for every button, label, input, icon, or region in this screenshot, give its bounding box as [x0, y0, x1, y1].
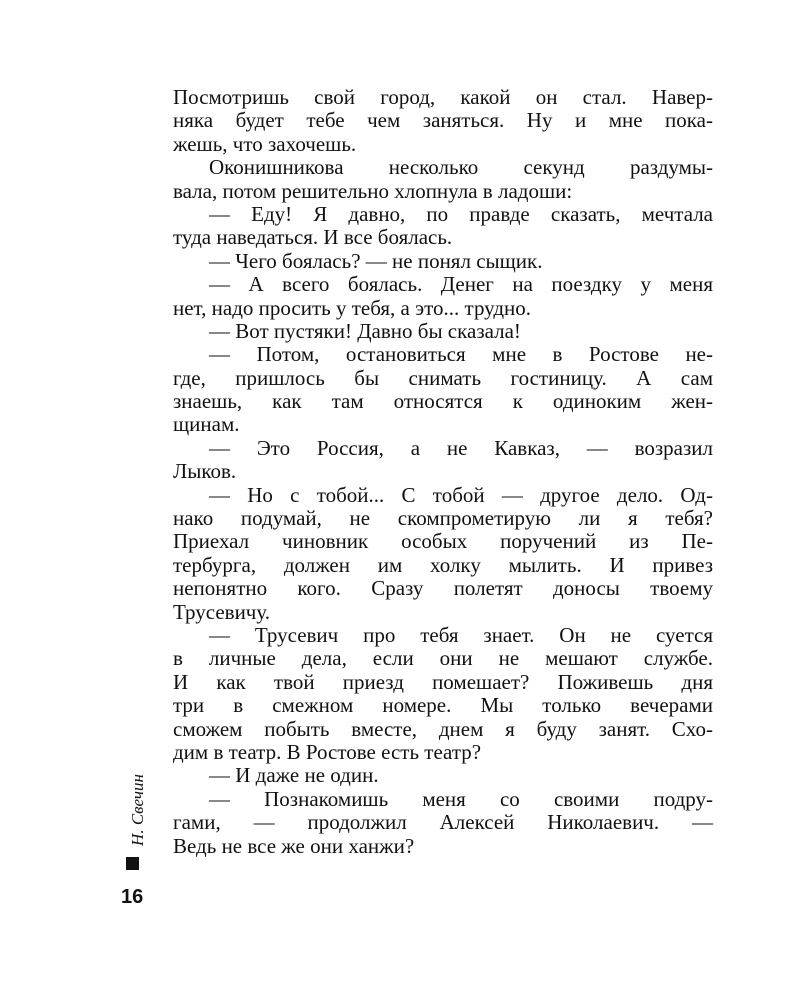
text-line: — Это Россия, а не Кавказ, — возразил [209, 435, 713, 460]
text-line: И как твой приезд помешает? Поживешь дня [173, 669, 713, 694]
text-line: три в смежном номере. Мы только вечерами [173, 693, 713, 718]
text-line: туда наведаться. И все боялась. [173, 225, 453, 250]
text-line: непонятно кого. Сразу полетят доносы твоему [173, 576, 713, 601]
text-line: Лыков. [173, 459, 237, 484]
text-line: — И даже не один. [209, 763, 379, 788]
text-line: — А всего боялась. Денег на поездку у меня [209, 272, 713, 297]
text-line: сможем побыть вместе, днем я буду занят. Схо- [173, 716, 713, 741]
text-line: — Но с тобой... С тобой — другое дело. Од- [209, 482, 713, 507]
text-line: где, пришлось бы снимать гостиницу. А сам [173, 365, 713, 390]
text-line: Приехал чиновник особых поручений из Пе- [173, 529, 713, 554]
text-line: нако подумай, не скомпрометирую ли я тебя? [173, 506, 713, 531]
text-line: — Познакомишь меня со своими подру- [209, 786, 713, 811]
text-line: — Потом, остановиться мне в Ростове не- [209, 342, 713, 367]
body-text [173, 86, 713, 858]
text-line: нет, надо просить у тебя, а это... трудно. [173, 295, 532, 320]
text-line: вала, потом решительно хлопнула в ладоши: [173, 178, 573, 203]
text-line: Трусевичу. [173, 599, 271, 624]
square-marker-icon [126, 857, 139, 870]
text-line: дим в театр. В Ростове есть театр? [173, 739, 482, 764]
text-line: Оконишникова несколько секунд раздумы- [209, 155, 713, 180]
text-line: щинам. [173, 412, 240, 437]
text-line: жешь, что захочешь. [173, 131, 357, 156]
text-line: Ведь не все же они ханжи? [173, 833, 415, 858]
text-line: — Чего боялась? — не понял сыщик. [209, 248, 543, 273]
running-head [118, 770, 158, 850]
author-name: Н. Свечин [128, 774, 147, 846]
text-line: — Еду! Я давно, по правде сказать, мечтала [209, 201, 713, 226]
text-line: — Вот пустяки! Давно бы сказала! [209, 318, 521, 343]
page-number: 16 [121, 886, 144, 908]
text-line: знаешь, как там относятся к одиноким жен- [173, 389, 713, 414]
text-line: тербурга, должен им холку мылить. И привез [173, 552, 713, 577]
text-line: в личные дела, если они не мешают службе. [173, 646, 713, 671]
text-line: гами, — продолжил Алексей Николаевич. — [173, 810, 713, 835]
text-line: няка будет тебе чем заняться. Ну и мне пока- [173, 108, 713, 133]
text-line: Посмотришь свой город, какой он стал. Навер- [173, 85, 713, 109]
text-line: — Трусевич про тебя знает. Он не суется [209, 622, 713, 647]
